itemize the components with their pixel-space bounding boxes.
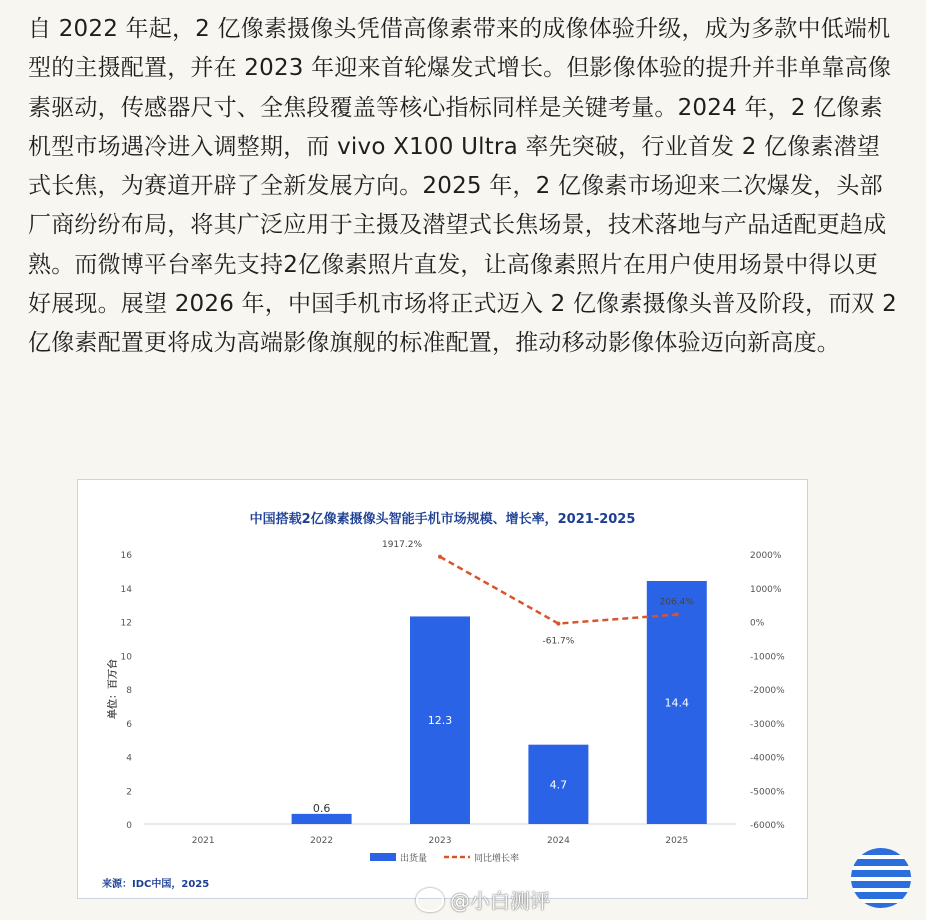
article-paragraph: 自 2022 年起，2 亿像素摄像头凭借高像素带来的成像体验升级，成为多款中低端机型的主摄配置，并在 2023 年迎来首轮爆发式增长。但影像体验的提升并非单靠高像素驱动，传感器尺寸、全焦段覆盖等核心指标同样是关键考量。2024 年，2 亿像素机型市场遇冷进入调整期，而 vivo X100 Ultra 率先突破，行业首发 2 亿像素潜望式长焦，为赛道开辟了全新发展方向。2025 年，2 亿像素市场迎来二次爆发，头部厂商纷纷布局，将其广泛应用于主摄及潜望式长焦场景，技术落地与产品适配更趋成熟。而微博平台率先支持2亿像素照片直发，让高像素照片在用户使用场景中得以更好展现。展望 2026 年，中国手机市场将正式迈入 2 亿像素摄像头普及阶段，而双 2 亿像素配置更将成为高端影像旗舰的标准配置，推动移动影像体验迈向新高度。 xyxy=(28,16,897,357)
bar-value-label: 0.6 xyxy=(312,801,331,815)
legend-line-label: 同比增长率 xyxy=(474,854,520,864)
weibo-icon xyxy=(416,888,444,912)
bar-value-label: 14.4 xyxy=(664,696,690,710)
y2-tick-label: -5000% xyxy=(750,787,785,798)
y2-tick-label: -4000% xyxy=(750,753,785,764)
growth-rate-point xyxy=(675,613,679,617)
y-tick-label: 10 xyxy=(120,652,132,663)
y-tick-label: 12 xyxy=(120,618,132,629)
y2-tick-label: 1000% xyxy=(750,584,782,595)
y2-tick-label: -3000% xyxy=(750,719,785,730)
chart-title: 中国搭载2亿像素摄像头智能手机市场规模、增长率，2021-2025 xyxy=(249,512,636,527)
y2-tick-label: 2000% xyxy=(750,551,782,561)
y-tick-label: 16 xyxy=(120,551,132,561)
y-tick-label: 4 xyxy=(126,753,132,764)
combo-chart xyxy=(78,480,809,900)
x-tick-label: 2023 xyxy=(428,836,452,846)
chart-source: 来源：IDC中国，2025 xyxy=(102,879,210,890)
growth-rate-point xyxy=(556,622,560,626)
y2-tick-label: 0% xyxy=(750,618,765,629)
x-tick-label: 2022 xyxy=(310,836,334,846)
x-tick-label: 2021 xyxy=(191,836,215,846)
growth-rate-label: -61.7% xyxy=(542,636,575,647)
y2-tick-label: -6000% xyxy=(750,821,785,831)
chart-card xyxy=(77,479,808,899)
weibo-watermark xyxy=(416,885,550,914)
x-tick-label: 2024 xyxy=(546,836,570,846)
growth-rate-label: 206.4% xyxy=(659,597,694,608)
bar-value-label: 4.7 xyxy=(549,778,568,792)
y-tick-label: 2 xyxy=(126,787,132,798)
y2-tick-label: -1000% xyxy=(750,652,785,663)
bar-2022 xyxy=(292,814,352,824)
growth-rate-point xyxy=(438,555,442,559)
y-tick-label: 6 xyxy=(126,719,132,730)
growth-rate-line xyxy=(440,557,677,624)
growth-rate-label: 1917.2% xyxy=(381,539,423,550)
y-tick-label: 8 xyxy=(126,686,132,696)
y-tick-label: 0 xyxy=(126,821,132,831)
y-axis-label: 单位：百万台 xyxy=(108,659,119,719)
site-logo-icon xyxy=(851,848,911,908)
legend-bar-label: 出货量 xyxy=(400,854,428,864)
y2-tick-label: -2000% xyxy=(750,686,785,696)
watermark-text: @小白测评 xyxy=(450,889,550,913)
bar-value-label: 12.3 xyxy=(427,714,453,728)
y-tick-label: 14 xyxy=(120,584,132,595)
legend-bar-swatch xyxy=(370,853,396,861)
x-tick-label: 2025 xyxy=(665,836,689,846)
